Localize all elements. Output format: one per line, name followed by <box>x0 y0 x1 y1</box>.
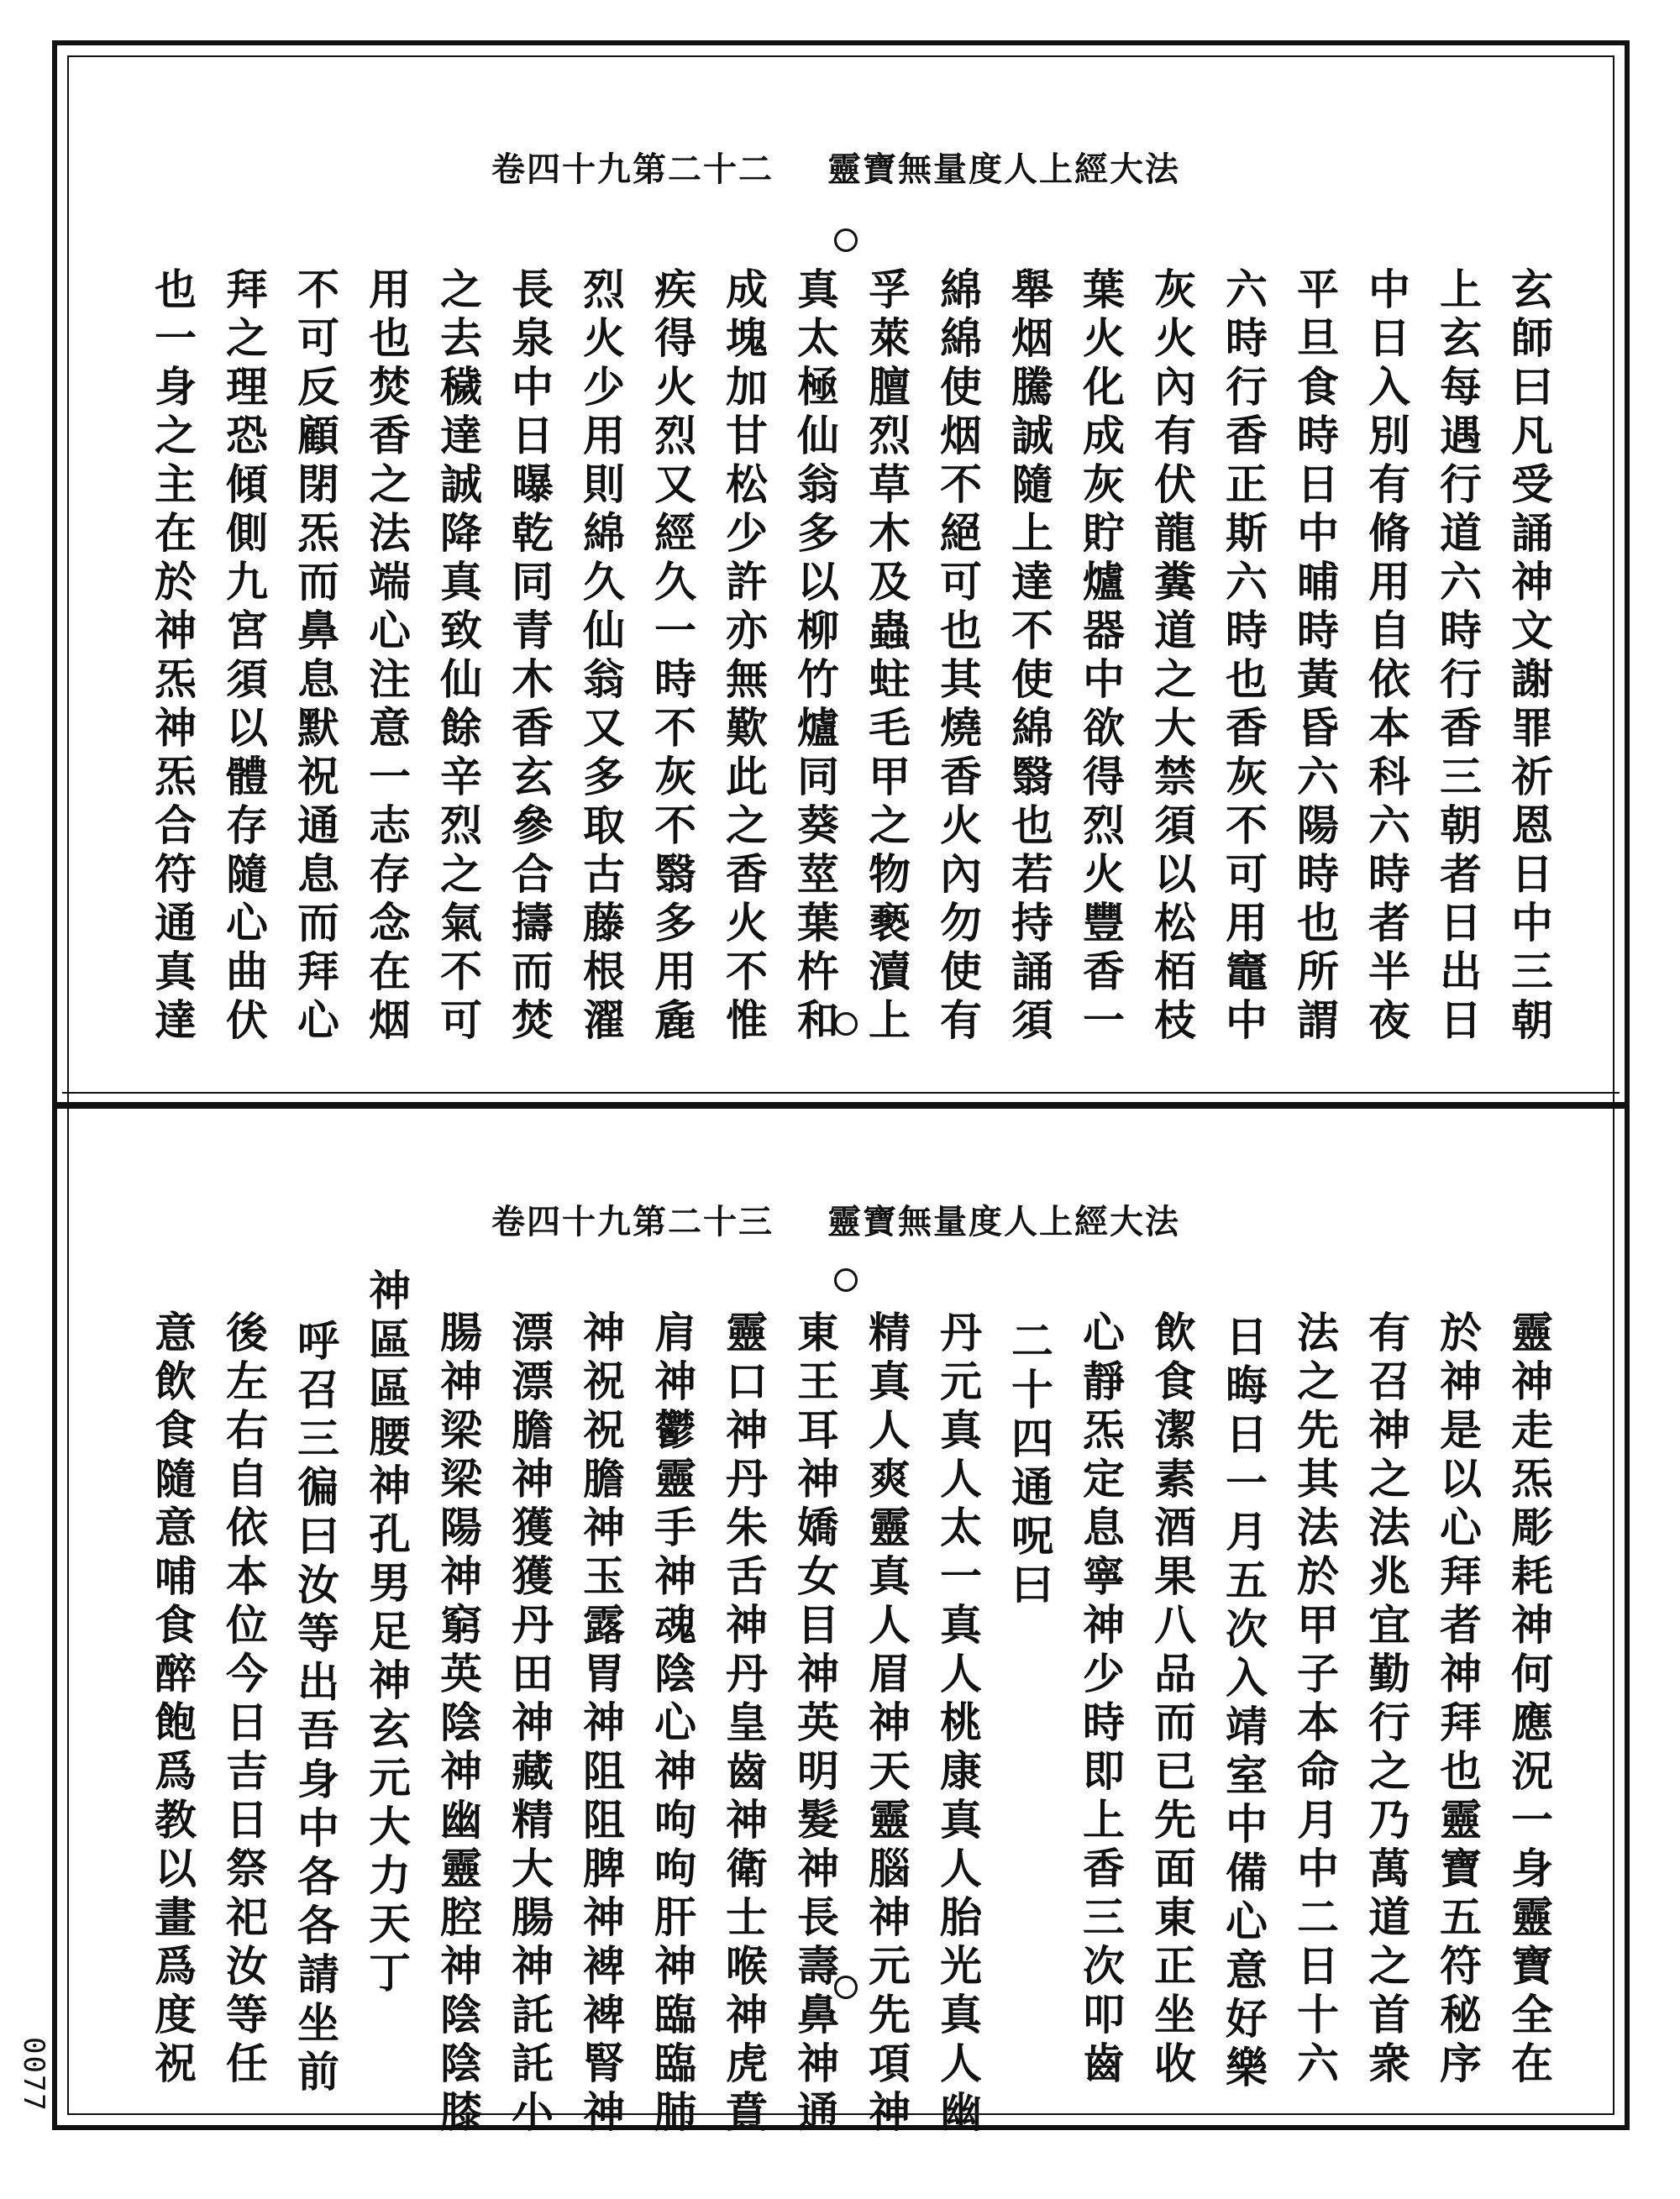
top-text-column: 六時行香正斯六時也香灰不可用竈中 <box>1219 267 1268 1047</box>
top-text-column: 拜之理恐傾側九宮須以體存隨心曲伏 <box>219 267 269 1047</box>
top-text-column: 也一身之主在於神炁神炁合符通真達 <box>148 267 197 1047</box>
page-number: 0077 <box>17 2037 50 2112</box>
bottom-text-column: 漂漂膽神獲獲丹田神藏精大腸神託託小 <box>505 1310 554 2139</box>
top-text-column: 平旦食時日中晡時黃昏六陽時也所謂 <box>1290 267 1340 1047</box>
page-divider-inner <box>62 1092 1620 1094</box>
top-text-column: 上玄每遇行道六時行香三朝者日出日 <box>1433 267 1483 1047</box>
top-text-column: 之去穢達誠降真致仙餘辛烈之氣不可 <box>433 267 483 1047</box>
top-text-column: 用也焚香之法端心注意一志存念在烟 <box>362 267 412 1047</box>
top-header-title: 靈寶無量度人上經大法 <box>827 150 1180 189</box>
top-text-column: 中日入別有脩用自依本科六時者半夜 <box>1362 267 1411 1047</box>
bottom-text-column: 日晦日一月五次入靖室中備心意好樂 <box>1219 1315 1268 2094</box>
circle-mark <box>834 228 858 252</box>
bottom-text-column: 心靜炁定息寧神少時即上香三次叩齒 <box>1076 1310 1126 2090</box>
circle-mark <box>834 1012 858 1036</box>
top-text-column: 烈火少用則綿久仙翁又多取古藤根濯 <box>576 267 626 1047</box>
bottom-text-column: 東王耳神嬌女目神英明髮神長壽鼻神通 <box>790 1310 840 2139</box>
bottom-text-column: 呼召三徧曰汝等出吾身中各各請坐前 <box>291 1319 340 2098</box>
top-text-column: 綿綿使烟不絕可也其燒香火內勿使有 <box>933 267 983 1047</box>
top-header-volume: 卷四十九第二十二 <box>491 150 774 189</box>
bottom-text-column: 神祝祝膽神玉露胃神阻阻脾神裨裨腎神 <box>576 1310 626 2139</box>
top-text-column: 葉火化成灰貯爐器中欲得烈火豐香一 <box>1076 267 1126 1047</box>
top-text-column: 玄師曰凡受誦神文謝罪祈恩日中三朝 <box>1504 267 1554 1047</box>
top-text-column: 疾得火烈又經久一時不灰不翳多用麁 <box>648 267 697 1047</box>
circle-mark <box>834 1976 858 1999</box>
bottom-text-column: 後左右自依本位今日吉日祭祀汝等任 <box>219 1310 269 2090</box>
bottom-text-column: 丹元真人太一真人桃康真人胎光真人幽 <box>933 1310 983 2139</box>
top-text-column: 長泉中日曝乾同青木香玄參合擣而焚 <box>505 267 554 1047</box>
top-text-column: 孚萊膻烈草木及蟲蛀毛甲之物褻瀆上 <box>862 267 911 1047</box>
bottom-text-column: 二十四通呪曰 <box>1005 1319 1054 1611</box>
bottom-text-column: 神區區腰神孔男足神玄元大力天丁 <box>362 1268 412 1999</box>
top-text-column: 真太極仙翁多以柳竹爐同葵莖葉杵和 <box>790 267 840 1047</box>
top-text-column: 不可反顧閉炁而鼻息默祝通息而拜心 <box>291 267 340 1047</box>
bottom-text-column: 精真人爽靈真人眉神天靈腦神元先項神 <box>862 1310 911 2139</box>
bottom-text-column: 腸神梁梁陽神窮英陰神幽靈腔神陰陰膝 <box>433 1310 483 2139</box>
bottom-text-column: 有召神之法兆宜勤行之乃萬道之首衆 <box>1362 1310 1411 2090</box>
bottom-text-column: 肩神鬱靈手神魂陰心神呴呴肝神臨臨肺 <box>648 1310 697 2139</box>
top-header <box>491 143 1180 191</box>
bottom-text-column: 飲食潔素酒果八品而已先面東正坐收 <box>1147 1310 1197 2090</box>
circle-mark <box>834 1268 858 1292</box>
bottom-text-column: 靈口神丹朱舌神丹皇齒神衛士喉神虎賁 <box>719 1310 769 2139</box>
bottom-header <box>491 1195 1180 1243</box>
bottom-text-column: 意飲食隨意哺食醉飽爲教以畫爲度祝 <box>148 1310 197 2090</box>
bottom-header-title: 靈寶無量度人上經大法 <box>827 1202 1180 1241</box>
bottom-text-column: 法之先其法於甲子本命月中二日十六 <box>1290 1310 1340 2090</box>
top-text-column: 灰火內有伏龍糞道之大禁須以松栢枝 <box>1147 267 1197 1047</box>
page-divider <box>52 1102 1630 1109</box>
top-text-column: 舉烟騰誠隨上達不使綿翳也若持誦須 <box>1005 267 1054 1047</box>
top-text-column: 成塊加甘松少許亦無歎此之香火不惟 <box>719 267 769 1047</box>
bottom-text-column: 靈神走炁彫耗神何應況一身靈寶全在 <box>1504 1310 1554 2090</box>
bottom-text-column: 於神是以心拜者神拜也靈寶五符秘序 <box>1433 1310 1483 2090</box>
bottom-header-volume: 卷四十九第二十三 <box>491 1202 774 1241</box>
